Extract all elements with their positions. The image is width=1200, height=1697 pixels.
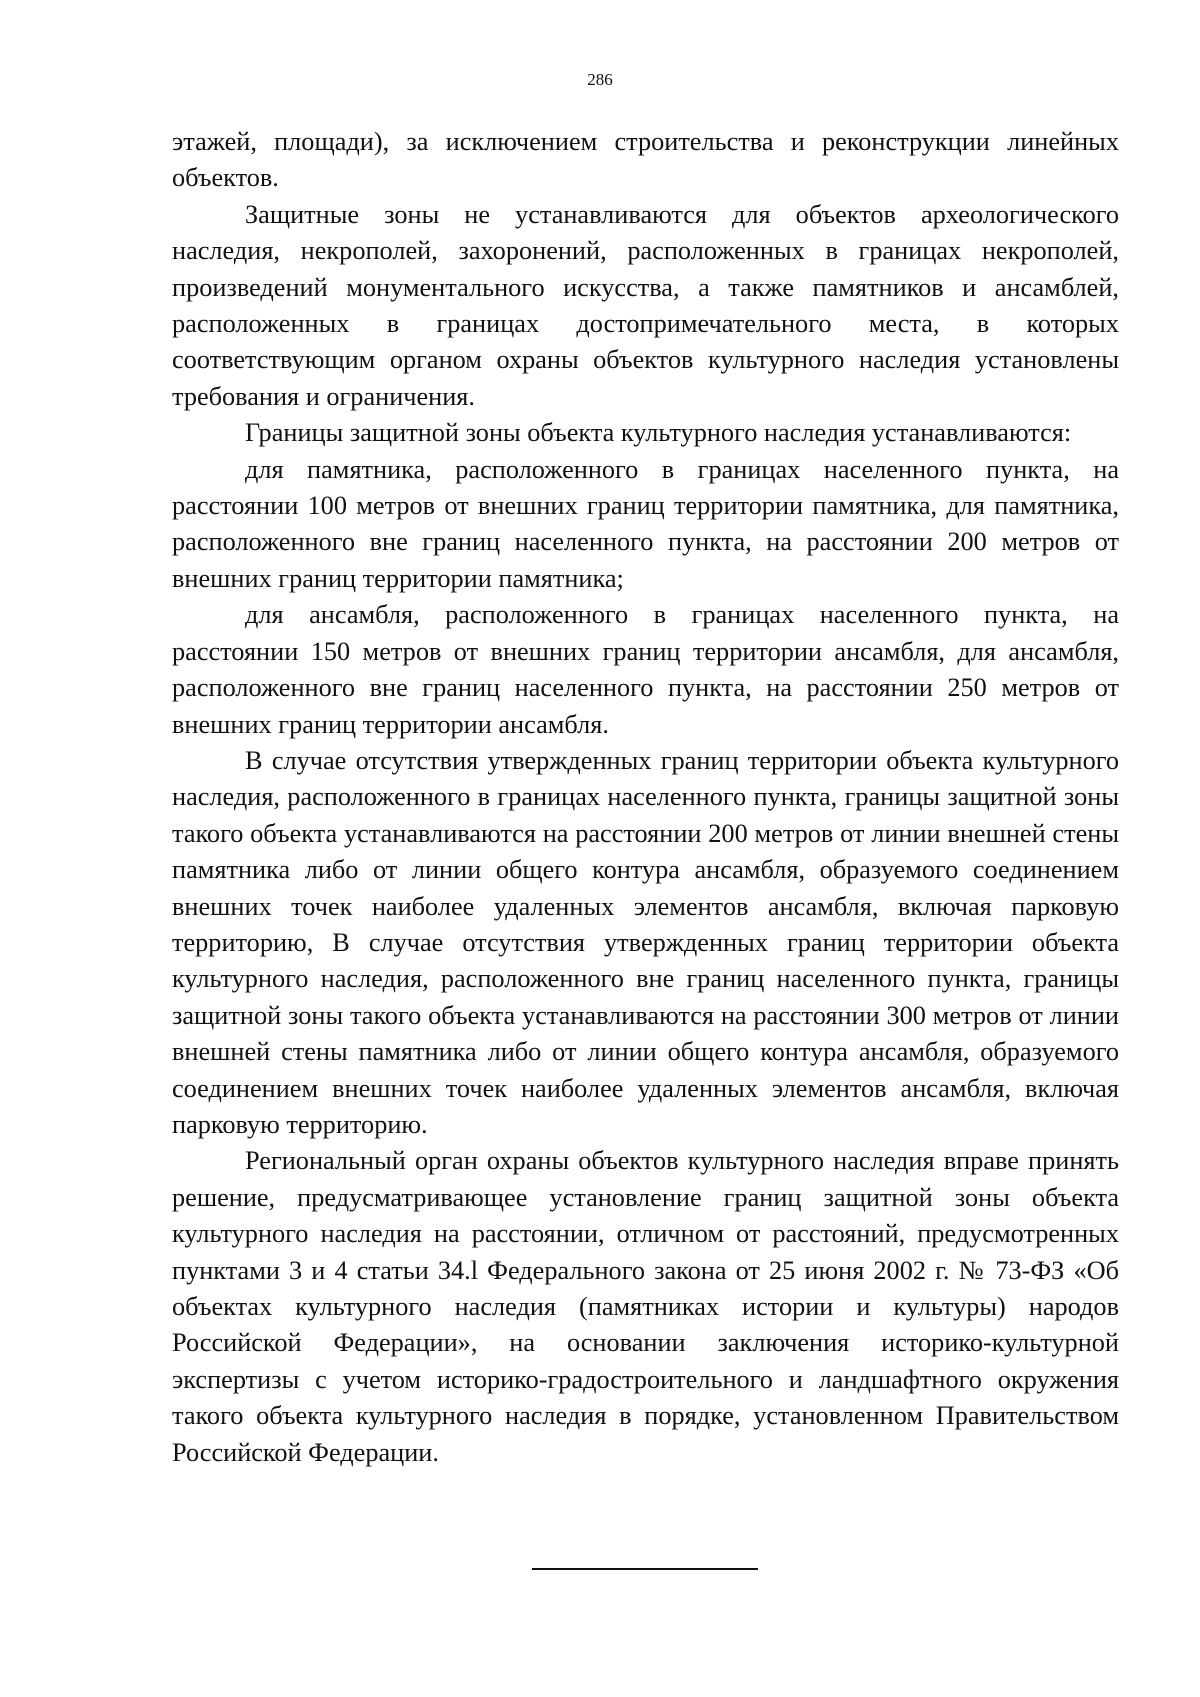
paragraph-exemptions: Защитные зоны не устанавливаются для объектов археологического наследия, некрополей, захоронений, расположенных в границах некрополей, произведений монументального искусства, а также памятников и ансамблей, расположенных в границах достопримечательного места, в которых соответствующим органом охраны объектов культурного наследия установлены требования и ограничения. — [172, 199, 1119, 411]
paragraph-no-approved-boundaries: В случае отсутствия утвержденных границ территории объекта культурного наследия, расположенного в границах населенного пункта, границы защитной зоны такого объекта устанавливаются на расстоянии 200 метров от линии внешней стены памятника либо от линии общего контура ансамбля, образуемого соединением внешних точек наиболее удаленных элементов ансамбля, включая парковую территорию, В случае отсутствия утвержденных границ территории объекта культурного наследия, расположенного вне границ населенного пункта, границы защитной зоны такого объекта устанавливаются на расстоянии 300 метров от линии внешней стены памятника либо от линии общего контура ансамбля, образуемого соединением внешних точек наиболее удаленных элементов ансамбля, включая парковую территорию. — [172, 745, 1119, 1139]
document-body — [172, 124, 1119, 1471]
paragraph-ensemble-distance: для ансамбля, расположенного в границах населенного пункта, на расстоянии 150 метров от внешних границ территории ансамбля, для ансамбля, расположенного вне границ населенного пункта, на расстоянии 250 метров от внешних границ территории ансамбля. — [172, 600, 1119, 739]
paragraph-boundaries-intro: Границы защитной зоны объекта культурного наследия устанавливаются: — [245, 418, 1072, 448]
paragraph-monument-distance: для памятника, расположенного в границах населенного пункта, на расстоянии 100 метров от внешних границ территории памятника, для памятника, расположенного вне границ населенного пункта, на расстоянии 200 метров от внешних границ территории памятника; — [172, 454, 1119, 593]
page-number: 286 — [587, 70, 613, 89]
end-of-text-divider — [532, 1568, 758, 1570]
paragraph-continuation: этажей, площади), за исключением строительства и реконструкции линейных объектов. — [172, 127, 1119, 193]
paragraph-regional-authority: Региональный орган охраны объектов культурного наследия вправе принять решение, предусматривающее установление границ защитной зоны объекта культурного наследия на расстоянии, отличном от расстояний, предусмотренных пунктами 3 и 4 статьи 34.l Федерального закона от 25 июня 2002 г. № 73-ФЗ «Об объектах культурного наследия (памятниках истории и культуры) народов Российской Федерации», на основании заключения историко-культурной экспертизы с учетом историко-градостроительного и ландшафтного окружения такого объекта культурного наследия в порядке, установленном Правительством Российской Федерации. — [172, 1146, 1119, 1467]
